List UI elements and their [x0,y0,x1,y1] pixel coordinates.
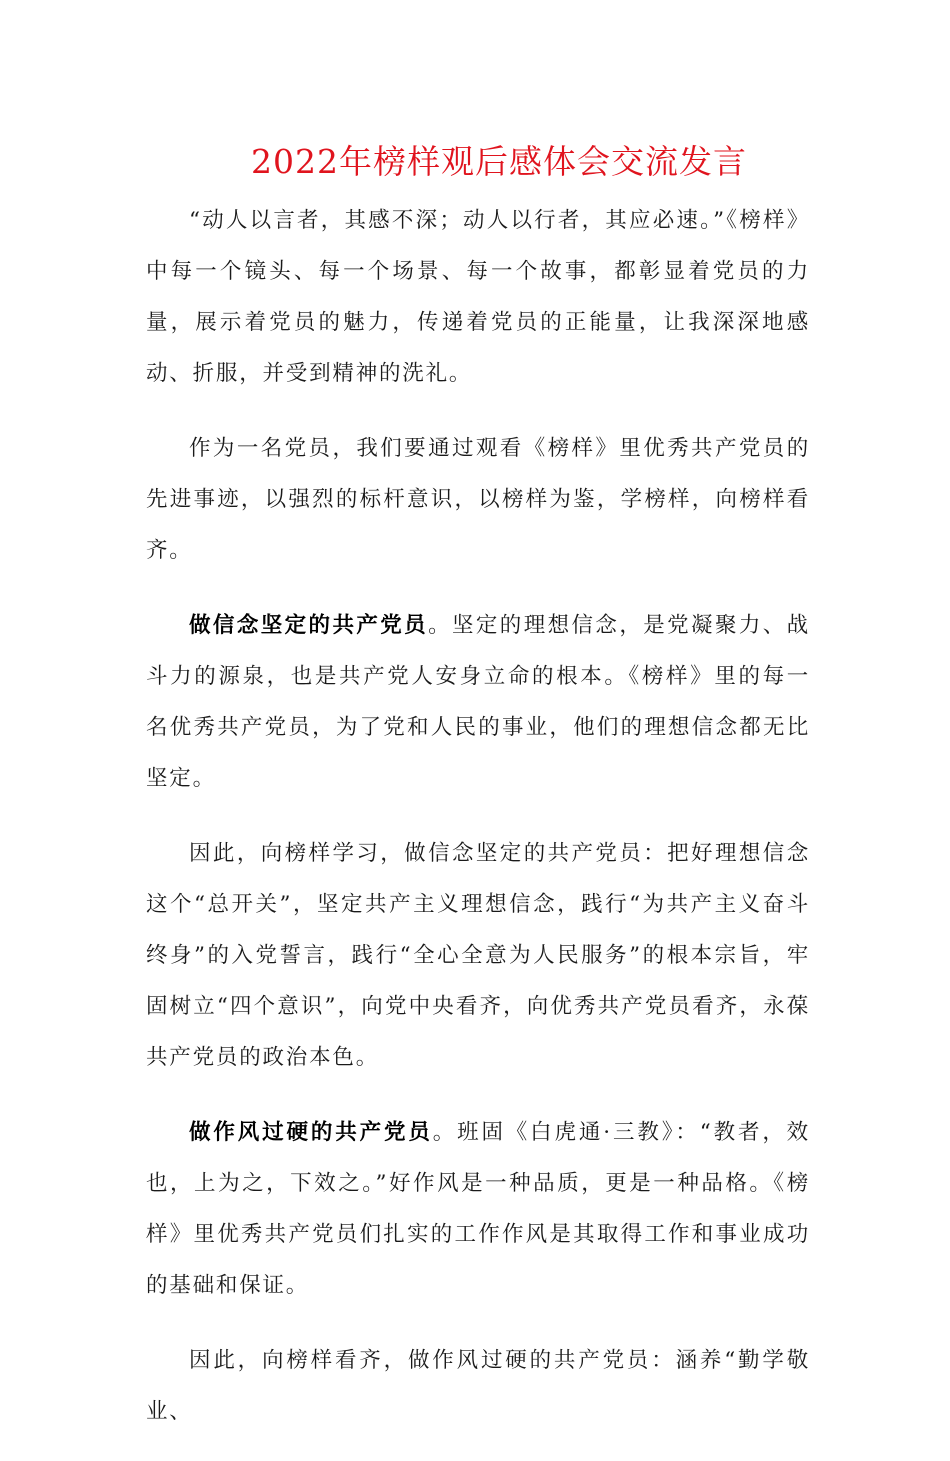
paragraph-text: 。班固《白虎通·三教》：“教者，效也，上为之，下效之。”好作风是一种品质，更是一种品格。《榜样》里优秀共产党员们扎实的工作作风是其取得工作和事业成功的基础和保证。 [146,1120,810,1298]
paragraph-text: 因此，向榜样看齐，做作风过硬的共产党员：涵养“勤学敬业、 [146,1348,810,1424]
paragraph-4 [146,828,810,1083]
paragraph-1 [146,195,810,399]
document-title: 2022年榜样观后感体会交流发言 [251,142,747,181]
paragraph-text: “动人以言者，其感不深；动人以行者，其应必速。”《榜样》中每一个镜头、每一个场景、每一个故事，都彰显着党员的力量，展示着党员的魅力，传递着党员的正能量，让我深深地感动、折服，并受到精神的洗礼。 [146,208,810,386]
paragraph-text: 。坚定的理想信念，是党凝聚力、战斗力的源泉，也是共产党人安身立命的根本。《榜样》里的每一名优秀共产党员，为了党和人民的事业，他们的理想信念都无比坚定。 [146,613,810,791]
paragraph-lead: 做信念坚定的共产党员 [189,613,429,638]
paragraph-text: 因此，向榜样学习，做信念坚定的共产党员：把好理想信念这个“总开关”，坚定共产主义理想信念，践行“为共产主义奋斗终身”的入党誓言，践行“全心全意为人民服务”的根本宗旨，牢固树立“四个意识”，向党中央看齐，向优秀共产党员看齐，永葆共产党员的政治本色。 [146,841,810,1070]
paragraph-text: 作为一名党员，我们要通过观看《榜样》里优秀共产党员的先进事迹，以强烈的标杆意识，以榜样为鉴，学榜样，向榜样看齐。 [146,436,810,563]
paragraph-lead: 做作风过硬的共产党员 [189,1120,433,1145]
paragraph-2 [146,423,810,576]
paragraph-5 [146,1107,810,1311]
paragraph-6 [146,1335,810,1437]
paragraph-3 [146,600,810,804]
document-body [146,195,810,1461]
